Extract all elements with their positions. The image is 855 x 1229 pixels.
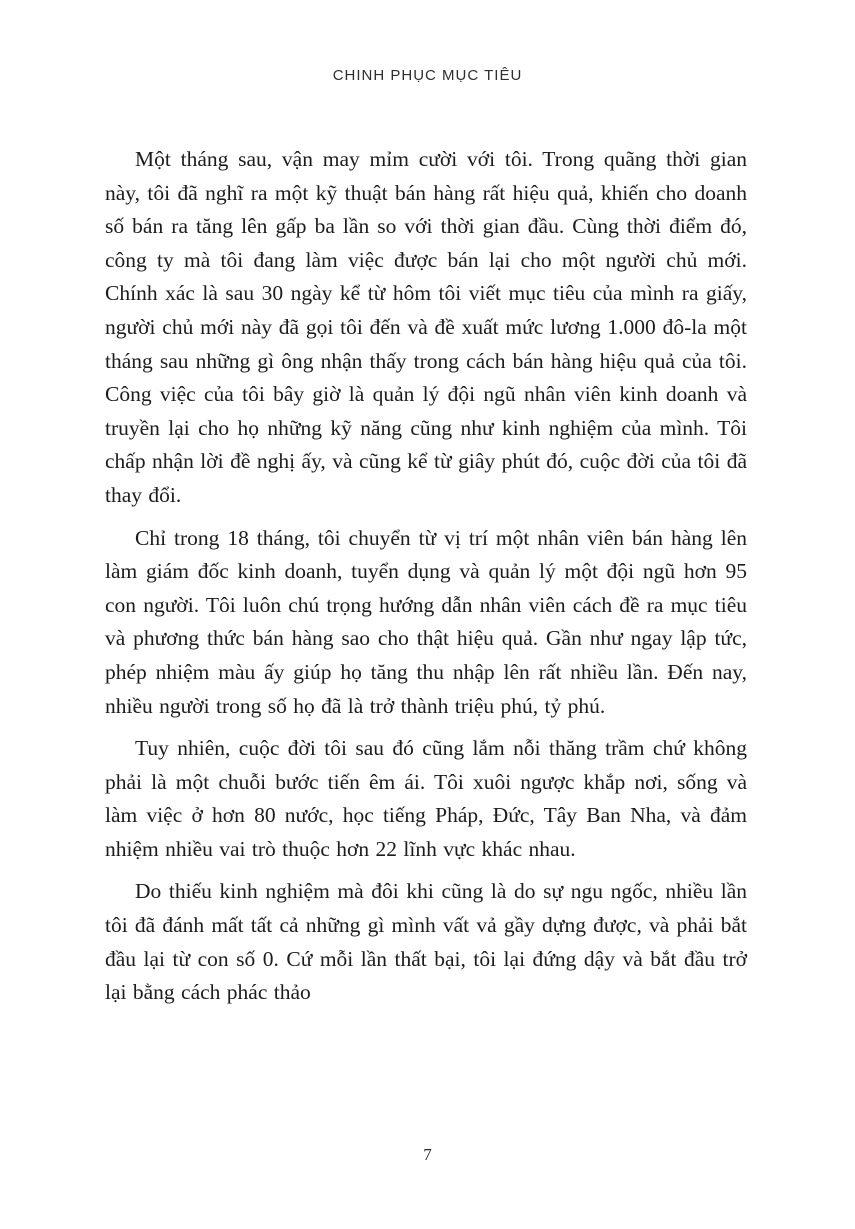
paragraph-1: Một tháng sau, vận may mỉm cười với tôi. Trong quãng thời gian này, tôi đã nghĩ ra một kỹ thuật bán hàng rất hiệu quả, khiến cho doanh số bán ra tăng lên gấp ba lần so với thời gian đầu. Cùng thời điểm đó, công ty mà tôi đang làm việc được bán lại cho một người chủ mới. Chính xác là sau 30 ngày kể từ hôm tôi viết mục tiêu của mình ra giấy, người chủ mới này đã gọi tôi đến và đề xuất mức lương 1.000 đô-la một tháng sau những gì ông nhận thấy trong cách bán hàng hiệu quả của tôi. Công việc của tôi bây giờ là quản lý đội ngũ nhân viên kinh doanh và truyền lại cho họ những kỹ năng cũng như kinh nghiệm của mình. Tôi chấp nhận lời đề nghị ấy, và cũng kể từ giây phút đó, cuộc đời của tôi đã thay đổi. bbox=[105, 147, 747, 507]
page-number: 7 bbox=[423, 1145, 432, 1164]
paragraph-2: Chỉ trong 18 tháng, tôi chuyển từ vị trí một nhân viên bán hàng lên làm giám đốc kinh doanh, tuyển dụng và quản lý một đội ngũ hơn 95 con người. Tôi luôn chú trọng hướng dẫn nhân viên cách đề ra mục tiêu và phương thức bán hàng sao cho thật hiệu quả. Gần như ngay lập tức, phép nhiệm màu ấy giúp họ tăng thu nhập lên rất nhiều lần. Đến nay, nhiều người trong số họ đã là trở thành triệu phú, tỷ phú. bbox=[105, 525, 747, 718]
running-header: CHINH PHỤC MỤC TIÊU bbox=[332, 67, 523, 84]
paragraph-4: Do thiếu kinh nghiệm mà đôi khi cũng là do sự ngu ngốc, nhiều lần tôi đã đánh mất tất cả những gì mình vất vả gầy dựng được, và phải bắt đầu lại từ con số 0. Cứ mỗi lần thất bại, tôi lại đứng dậy và bắt đầu trở lại bằng cách phác thảo bbox=[105, 879, 747, 1005]
paragraph-3: Tuy nhiên, cuộc đời tôi sau đó cũng lắm nỗi thăng trầm chứ không phải là một chuỗi bước tiến êm ái. Tôi xuôi ngược khắp nơi, sống và làm việc ở hơn 80 nước, học tiếng Pháp, Đức, Tây Ban Nha, và đảm nhiệm nhiều vai trò thuộc hơn 22 lĩnh vực khác nhau. bbox=[105, 736, 747, 861]
body-text bbox=[105, 143, 747, 1019]
